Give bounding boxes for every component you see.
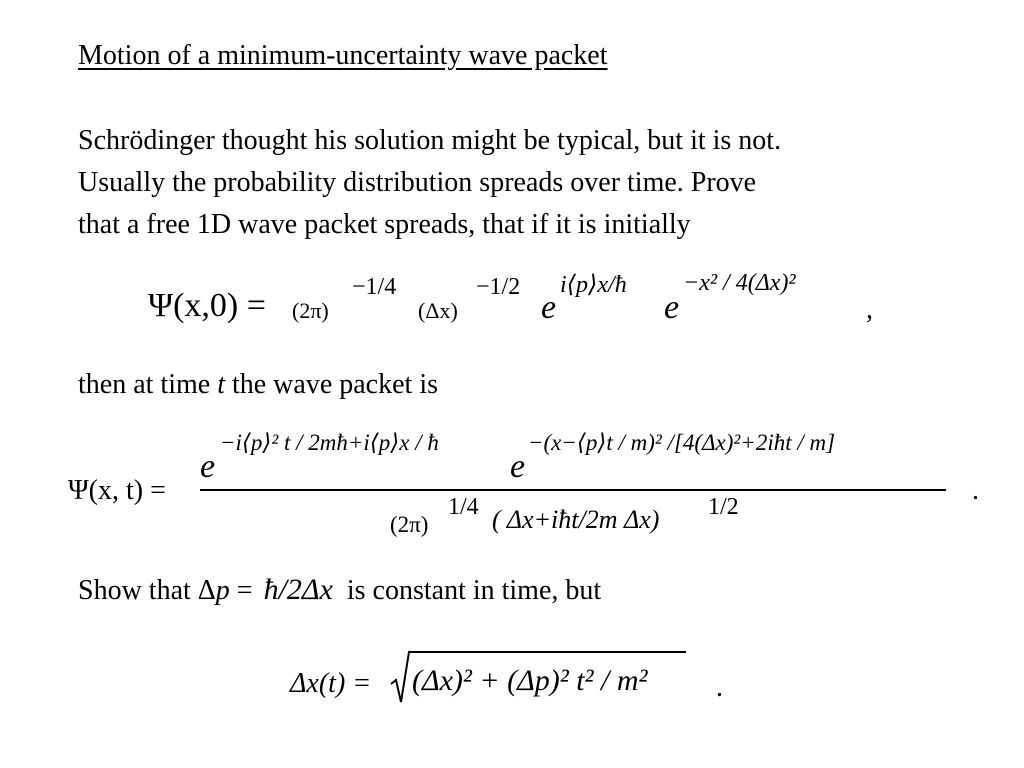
eq2-den-bracket-exponent: 1/2 (708, 494, 739, 520)
show-line (78, 573, 601, 607)
eq1-lhs: Ψ(x,0) = (148, 287, 266, 324)
intro-line-2: Usually the probability distribution spreads over time. Prove (78, 167, 757, 198)
show-line-equals: = (229, 575, 260, 606)
eq2-den-2pi-exponent: 1/4 (448, 494, 479, 520)
eq1-exponent-deltax: −1/2 (476, 274, 521, 300)
intro-line-1: Schrödinger thought his solution might be typical, but it is not. (78, 125, 782, 156)
eq1-exponent-2pi: −1/4 (352, 274, 397, 300)
eq3-trailing-period: . (716, 672, 723, 703)
eq1-factor-2pi: (2π) (292, 298, 329, 323)
eq1-exp-e2-power: −x² / 4(Δx)² (683, 270, 796, 296)
show-line-before: Show that Δ (78, 575, 216, 606)
eq1-trailing-comma: , (866, 294, 873, 325)
eq2-den-bracket: ( Δx+iħt/2m Δx) (492, 505, 660, 534)
eq1-exp-e2: e (664, 289, 680, 326)
eq2-num-e1-power: −i⟨p⟩² t / 2mħ+i⟨p⟩x / ħ (220, 430, 439, 455)
eq2-trailing-period: . (972, 475, 979, 506)
show-line-variable-p: p (215, 575, 230, 606)
eq2-num-e1: e (200, 448, 216, 485)
eq3-radical-sign (390, 650, 410, 706)
then-line-before: then at time (78, 369, 218, 400)
then-line (78, 369, 438, 401)
page-title: Motion of a minimum-uncertainty wave packet (78, 40, 608, 71)
eq2-lhs: Ψ(x, t) = (68, 475, 166, 506)
eq1-exp-e1: e (541, 289, 557, 326)
show-line-after: is constant in time, but (346, 575, 602, 606)
then-line-after: the wave packet is (224, 369, 438, 400)
eq2-den-2pi: (2π) (390, 512, 429, 537)
eq1-exp-e1-power: i⟨p⟩x/ħ (560, 272, 627, 298)
eq3-radical-bar (408, 651, 686, 653)
intro-line-3: that a free 1D wave packet spreads, that if it is initially (78, 209, 691, 240)
intro-paragraph (78, 120, 781, 246)
eq2-num-e2: e (510, 448, 526, 485)
show-line-expression: ħ/2Δx (263, 573, 333, 606)
eq2-fraction-bar (200, 489, 946, 491)
eq3-radicand: (Δx)² + (Δp)² t² / m² (412, 664, 648, 697)
then-line-variable-t: t (217, 369, 225, 400)
eq3-lhs: Δx(t) = (290, 668, 372, 699)
eq1-factor-deltax: (Δx) (418, 298, 458, 323)
eq2-num-e2-power: −(x−⟨p⟩t / m)² /[4(Δx)²+2iħt / m] (528, 430, 836, 455)
